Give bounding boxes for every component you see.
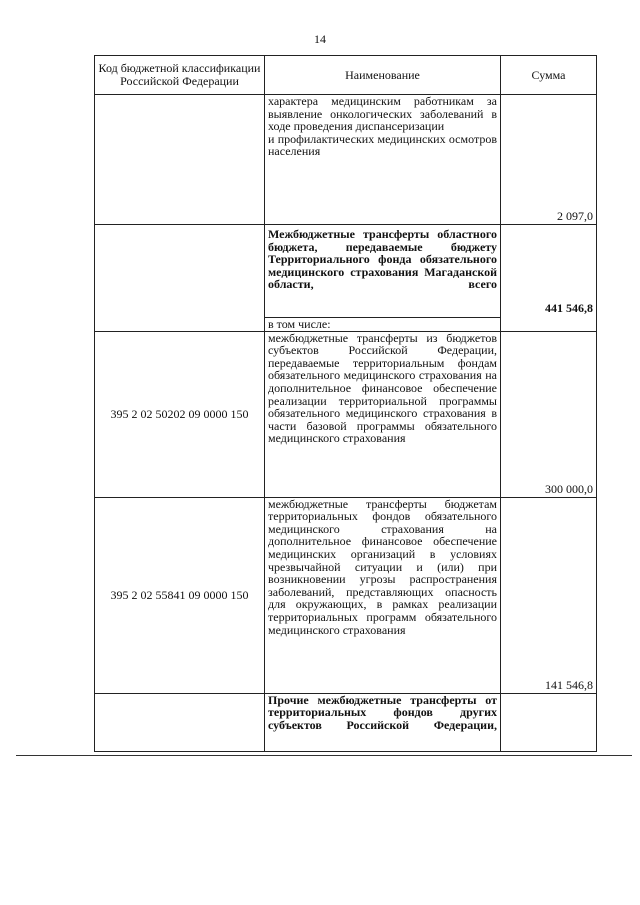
row-name: Межбюджетные трансферты областного бюджета, передаваемые бюджету Территориального фонда обязательного медицинского страхования Магаданской области, всего <box>268 227 497 292</box>
row-sum <box>501 693 597 751</box>
row-code <box>95 693 265 751</box>
row-name: межбюджетные трансферты из бюджетов субъектов Российской Федерации, передаваемые территориальным фондам обязательного медицинского страхования на дополнительное финансовое обеспечение реализации территориальной программы обязательного медицинского страхования в части базовой программы обязательного медицинского страхования <box>265 331 501 497</box>
header-name: Наименование <box>265 56 501 95</box>
row-subheading: в том числе: <box>265 317 500 331</box>
row-code <box>95 225 265 332</box>
row-name-part: характера медицинским работникам за выявление онкологических заболеваний в ходе проведения диспансеризации <box>268 94 497 134</box>
row-sum: 441 546,8 <box>501 225 597 332</box>
page-number: 14 <box>314 32 326 46</box>
row-code <box>95 95 265 225</box>
row-code: 395 2 02 50202 09 0000 150 <box>95 331 265 497</box>
row-name-cell <box>265 225 501 332</box>
row-code: 395 2 02 55841 09 0000 150 <box>95 497 265 693</box>
table-row <box>95 497 597 693</box>
table-row <box>95 693 597 751</box>
header-sum: Сумма <box>501 56 597 95</box>
row-name: Прочие межбюджетные трансферты от территориальных фондов других субъектов Российской Федерации, <box>265 693 501 751</box>
table-header-row <box>95 56 597 95</box>
table-row <box>95 95 597 225</box>
table-row <box>95 225 597 332</box>
table-row <box>95 331 597 497</box>
row-sum: 2 097,0 <box>501 95 597 225</box>
header-code: Код бюджетной классификации Российской Федерации <box>95 56 265 95</box>
row-name-part: и профилактических медицинских осмотров населения <box>268 131 497 159</box>
budget-table <box>94 55 597 752</box>
row-name <box>265 95 501 225</box>
footer-separator-line <box>16 755 632 756</box>
row-sum: 300 000,0 <box>501 331 597 497</box>
row-sum: 141 546,8 <box>501 497 597 693</box>
row-name: межбюджетные трансферты бюджетам территориальных фондов обязательного медицинского страхования на дополнительное финансовое обеспечение медицинских организаций в условиях чрезвычайной ситуации и (или) при возникновении угрозы распространения заболеваний, представляющих опасность для окружающих, в рамках реализации территориальных программ обязательного медицинского страхования <box>265 497 501 693</box>
